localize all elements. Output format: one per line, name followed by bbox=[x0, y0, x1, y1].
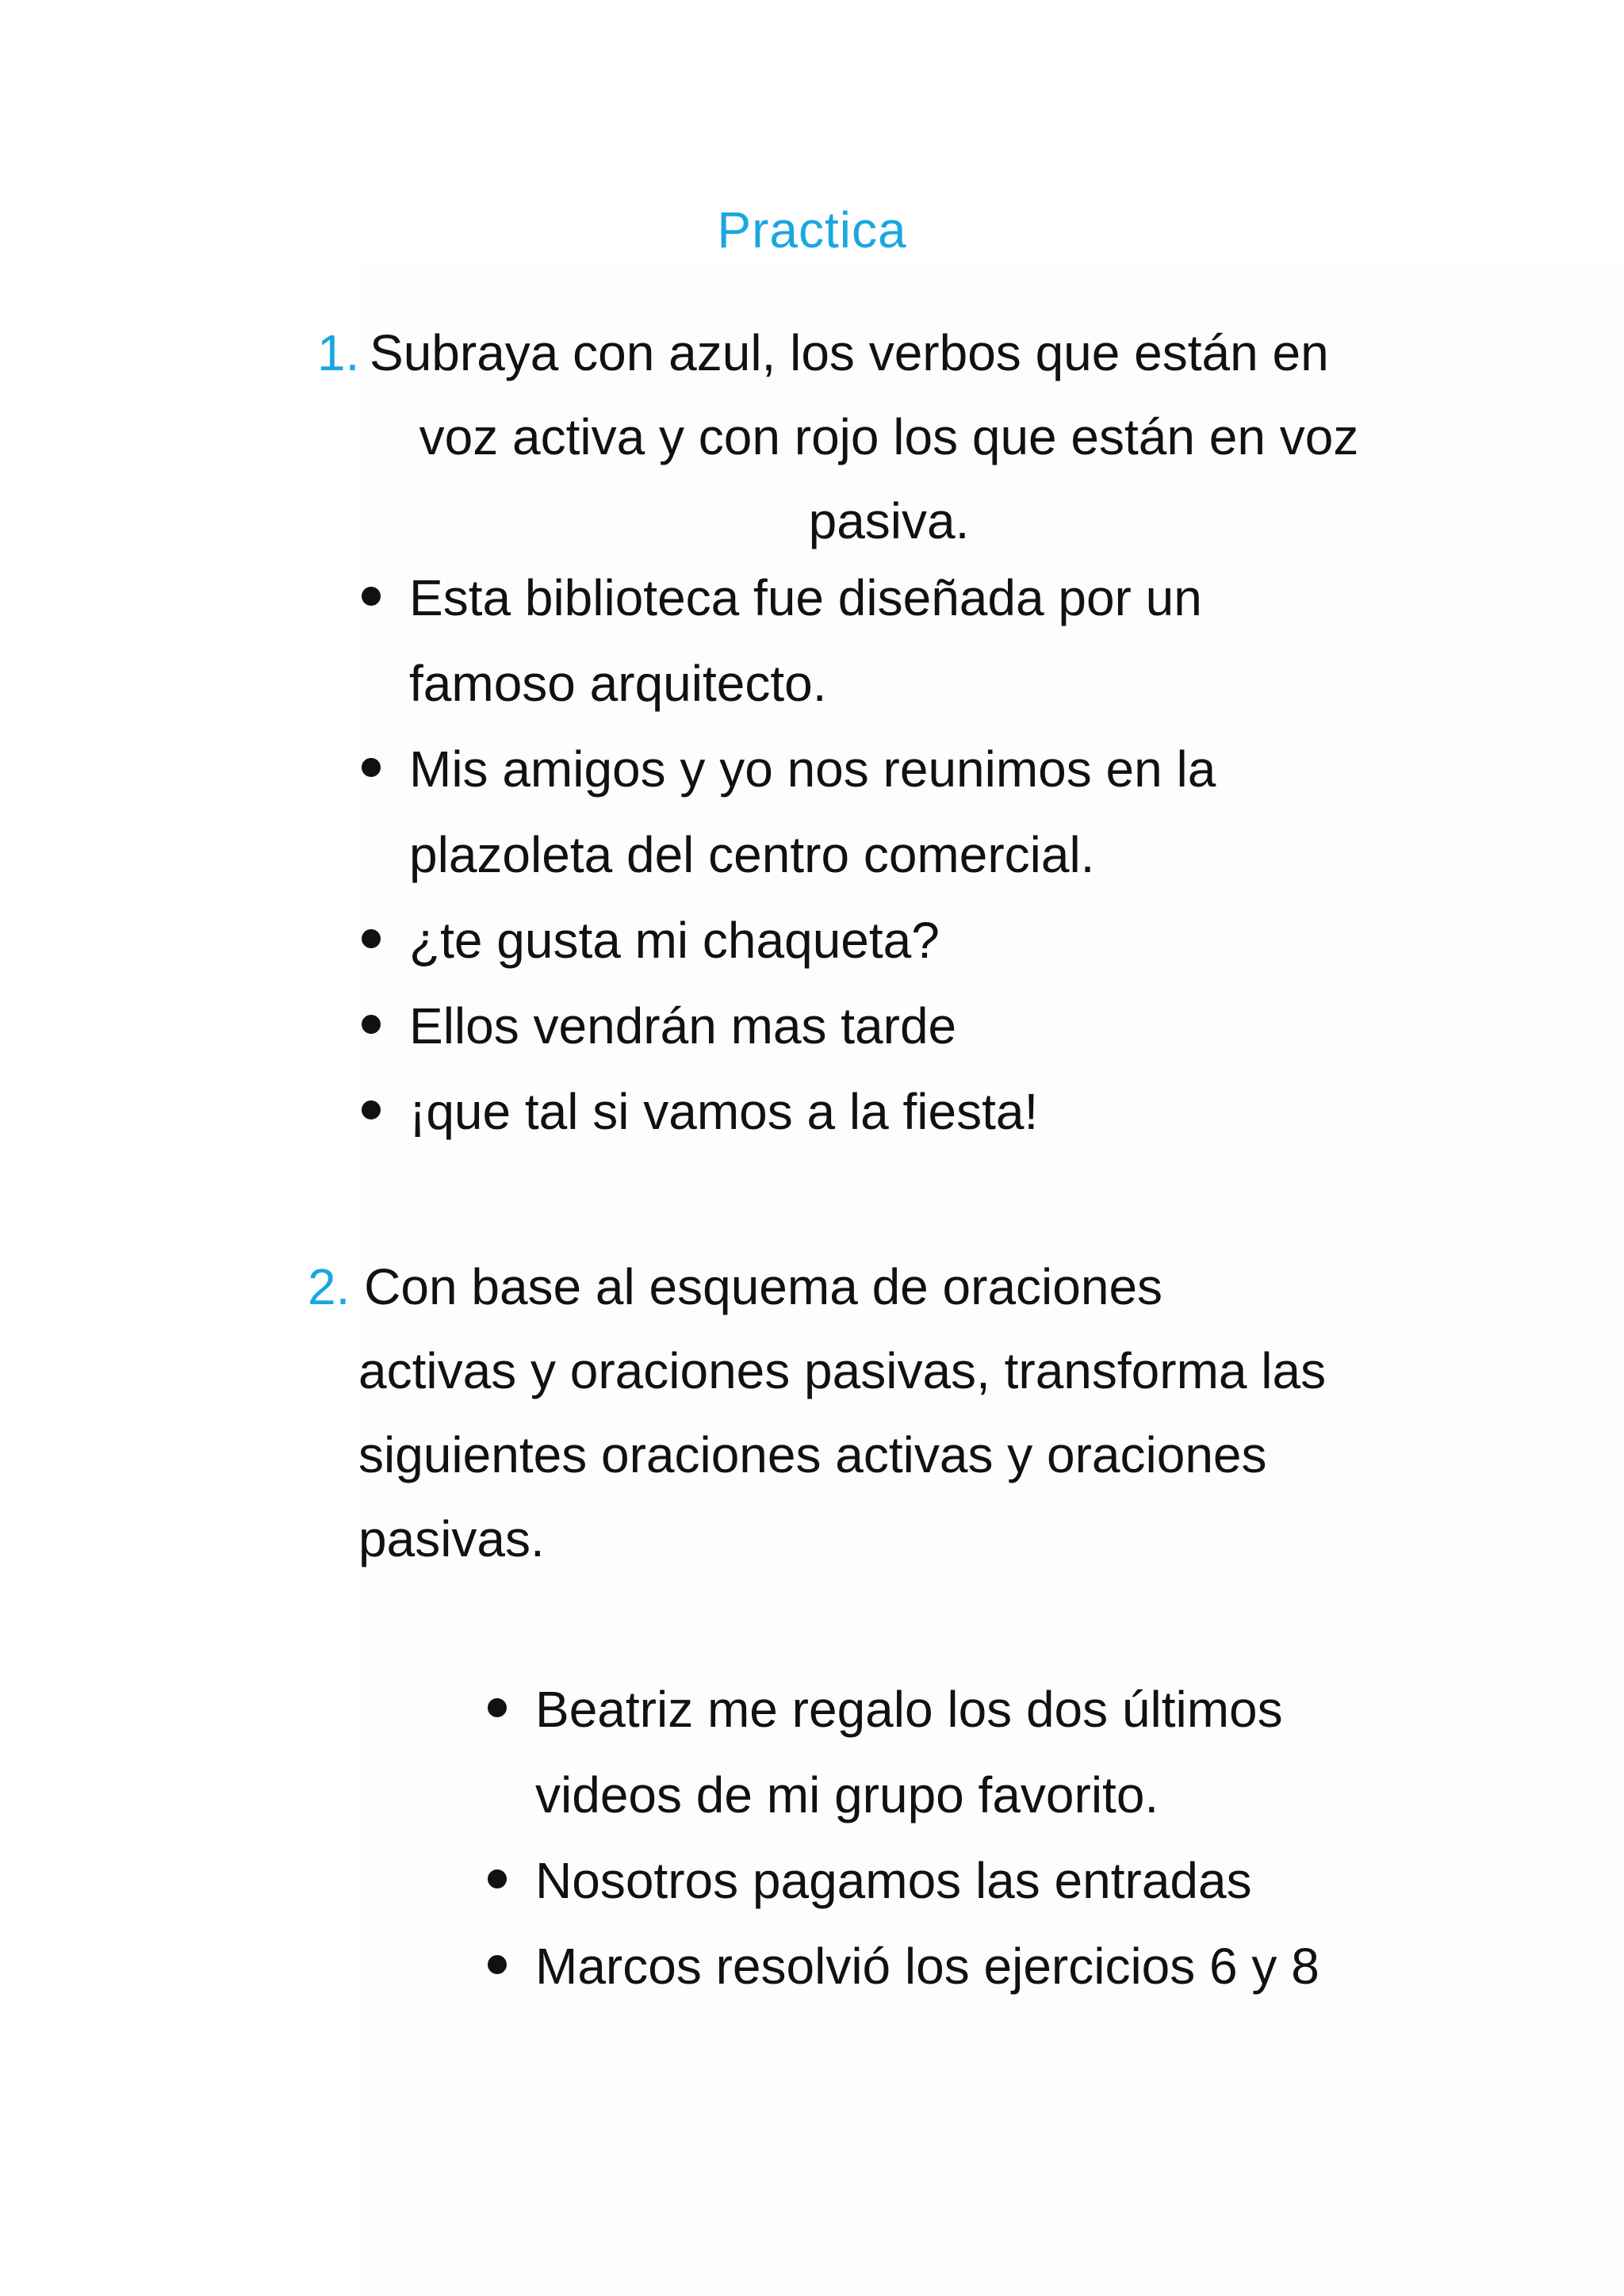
bullet-icon bbox=[362, 587, 381, 606]
list-item bbox=[488, 1923, 1439, 2009]
bullet-icon bbox=[362, 1015, 381, 1034]
question-1 bbox=[317, 311, 1388, 563]
list-item-line: Esta biblioteca fue diseñada por un bbox=[409, 569, 1202, 626]
list-item-line: Mis amigos y yo nos reunimos en la bbox=[409, 740, 1216, 798]
question-2-sentence-list bbox=[488, 1667, 1439, 2009]
list-item-line: famoso arquitecto. bbox=[409, 655, 827, 712]
bullet-icon bbox=[488, 1698, 507, 1717]
question-1-number: 1. bbox=[317, 324, 360, 381]
list-item bbox=[488, 1667, 1439, 1838]
question-2-text-line-4: pasivas. bbox=[358, 1510, 545, 1567]
list-item bbox=[488, 1838, 1439, 1923]
list-item-line: plazoleta del centro comercial. bbox=[409, 826, 1095, 883]
question-2-text-line-2: activas y oraciones pasivas, transforma las bbox=[358, 1342, 1327, 1399]
question-1-text-line-1: Subraya con azul, los verbos que están en bbox=[370, 324, 1329, 381]
list-item bbox=[362, 726, 1313, 897]
bullet-icon bbox=[362, 1100, 381, 1119]
list-item bbox=[362, 1069, 1313, 1154]
list-item-line: ¡que tal si vamos a la fiesta! bbox=[409, 1083, 1039, 1140]
bullet-icon bbox=[488, 1955, 507, 1974]
question-1-first-line bbox=[317, 311, 1388, 395]
bullet-icon bbox=[362, 929, 381, 948]
list-item-line: Nosotros pagamos las entradas bbox=[535, 1852, 1252, 1909]
list-item-line: Beatriz me regalo los dos últimos bbox=[535, 1681, 1283, 1738]
question-1-text-line-3: pasiva. bbox=[808, 492, 970, 549]
question-2-number: 2. bbox=[308, 1258, 350, 1315]
list-item-line: videos de mi grupo favorito. bbox=[535, 1766, 1159, 1823]
list-item bbox=[362, 555, 1313, 726]
bullet-icon bbox=[488, 1869, 507, 1888]
question-2 bbox=[308, 1245, 1418, 1581]
question-1-sentence-list bbox=[362, 555, 1313, 1154]
question-2-text-line-3: siguientes oraciones activas y oraciones bbox=[358, 1426, 1267, 1483]
question-1-text-line-2: voz activa y con rojo los que están en voz bbox=[419, 408, 1359, 465]
list-item bbox=[362, 897, 1313, 983]
question-2-first-line bbox=[308, 1245, 1418, 1329]
bullet-icon bbox=[362, 758, 381, 777]
list-item-line: Ellos vendrán mas tarde bbox=[409, 997, 957, 1054]
question-2-text-line-1: Con base al esquema de oraciones bbox=[350, 1258, 1163, 1315]
list-item-line: ¿te gusta mi chaqueta? bbox=[409, 912, 940, 969]
list-item bbox=[362, 983, 1313, 1069]
list-item-line: Marcos resolvió los ejercicios 6 y 8 bbox=[535, 1938, 1320, 1995]
page-title: Practica bbox=[717, 201, 907, 258]
